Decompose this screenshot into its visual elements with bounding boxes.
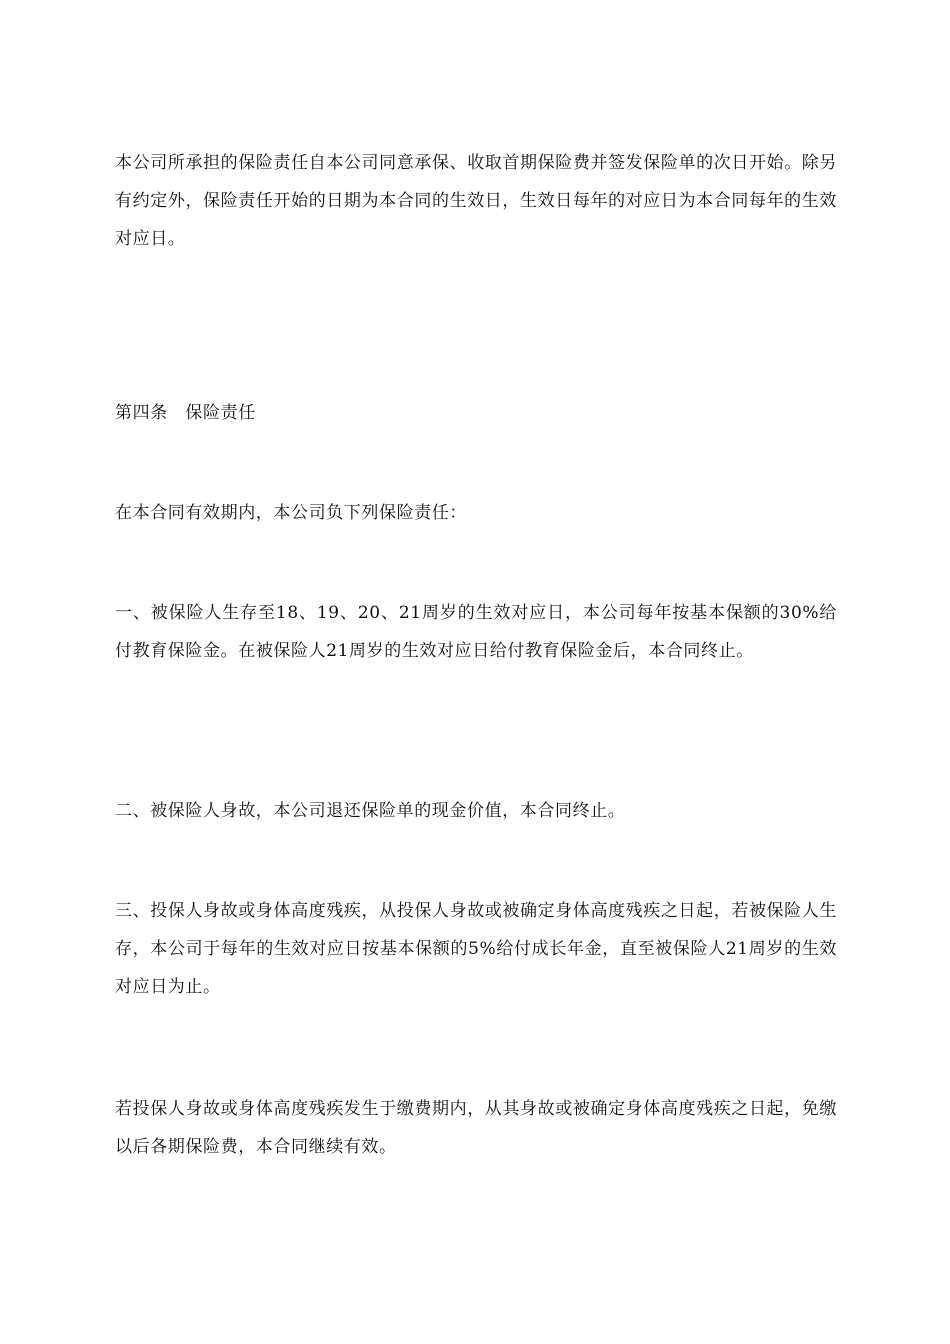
- section-heading-article-4: 第四条 保险责任: [115, 403, 256, 423]
- paragraph-premium-waiver: 若投保人身故或身体高度残疾发生于缴费期内，从其身故或被确定身体高度残疾之日起，免缴以后各期保险费，本合同继续有效。: [115, 1099, 837, 1157]
- paragraph-coverage-start: 本公司所承担的保险责任自本公司同意承保、收取首期保险费并签发保险单的次日开始。除另有约定外，保险责任开始的日期为本合同的生效日，生效日每年的对应日为本合同每年的生效对应日。: [115, 153, 837, 249]
- paragraph-growth-annuity: 三、投保人身故或身体高度残疾，从投保人身故或被确定身体高度残疾之日起，若被保险人生存，本公司于每年的生效对应日按基本保额的5%给付成长年金，直至被保险人21周岁的生效对应日为止。: [115, 901, 837, 997]
- paragraph-education-benefit: 一、被保险人生存至18、19、20、21周岁的生效对应日，本公司每年按基本保额的30%给付教育保险金。在被保险人21周岁的生效对应日给付教育保险金后，本合同终止。: [115, 603, 837, 661]
- paragraph-coverage-intro: 在本合同有效期内，本公司负下列保险责任：: [115, 503, 467, 523]
- paragraph-death-benefit: 二、被保险人身故，本公司退还保险单的现金价值，本合同终止。: [115, 801, 626, 821]
